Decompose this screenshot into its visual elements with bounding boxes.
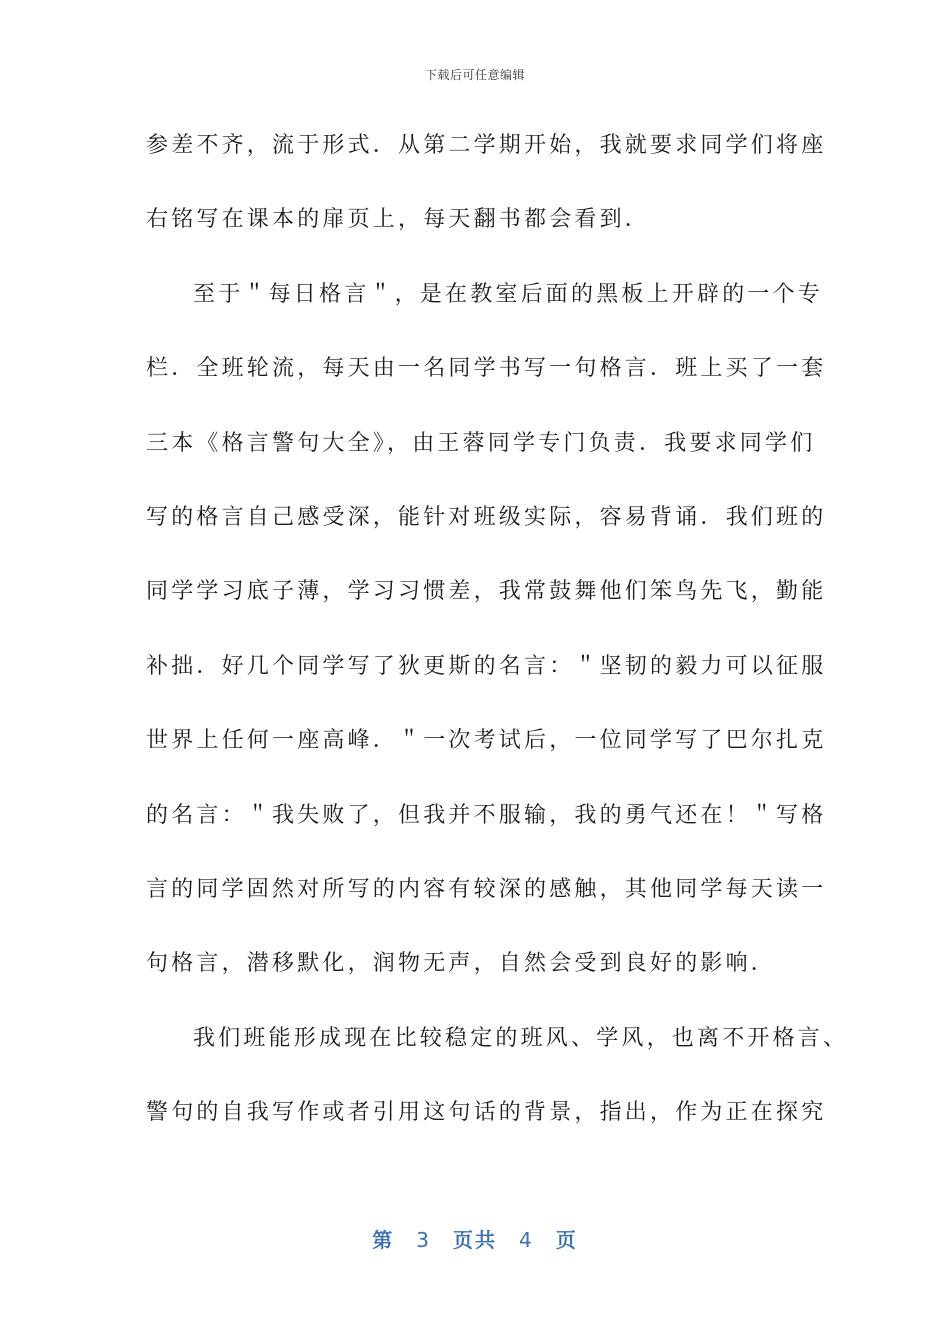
text-line: 同学学习底子薄，学习习惯差，我常鼓舞他们笨鸟先飞，勤能 bbox=[146, 579, 827, 605]
page-label-middle: 页共 bbox=[453, 1228, 497, 1252]
text-line: 三本《格言警句大全》，由王蓉同学专门负责．我要求同学们 bbox=[146, 430, 816, 456]
text-line: 写的格言自己感受深，能针对班级实际，容易背诵．我们班的 bbox=[146, 504, 827, 530]
text-line: 至于＂每日格言＂，是在教室后面的黑板上开辟的一个专 bbox=[193, 281, 824, 307]
page-footer bbox=[0, 1224, 950, 1253]
text-line: 的名言：＂我失败了，但我并不服输，我的勇气还在！＂写格 bbox=[146, 802, 827, 828]
current-page-number: 3 bbox=[416, 1228, 431, 1252]
page-header: 下载后可任意编辑 bbox=[424, 68, 525, 82]
text-line: 警句的自我写作或者引用这句话的背景，指出，作为正在探究 bbox=[146, 1100, 827, 1126]
text-line: 参差不齐，流于形式．从第二学期开始，我就要求同学们将座 bbox=[146, 133, 827, 158]
text-line: 世界上任何一座高峰．＂一次考试后，一位同学写了巴尔扎克 bbox=[146, 728, 827, 754]
page-label-suffix: 页 bbox=[555, 1228, 578, 1252]
text-line: 句格言，潜移默化，润物无声，自然会受到良好的影响． bbox=[146, 951, 777, 977]
body-text bbox=[146, 120, 849, 1161]
text-line: 我们班能形成现在比较稳定的班风、学风，也离不开格言、 bbox=[193, 1025, 849, 1051]
text-line: 言的同学固然对所写的内容有较深的感触，其他同学每天读一 bbox=[146, 876, 827, 902]
text-line: 栏．全班轮流，每天由一名同学书写一句格言．班上买了一套 bbox=[146, 356, 827, 382]
text-line: 补拙．好几个同学写了狄更斯的名言：＂坚韧的毅力可以征服 bbox=[146, 653, 827, 679]
total-page-number: 4 bbox=[519, 1228, 534, 1252]
text-line: 右铭写在课本的扉页上，每天翻书都会看到． bbox=[146, 207, 651, 233]
page-label-prefix: 第 bbox=[372, 1228, 395, 1252]
